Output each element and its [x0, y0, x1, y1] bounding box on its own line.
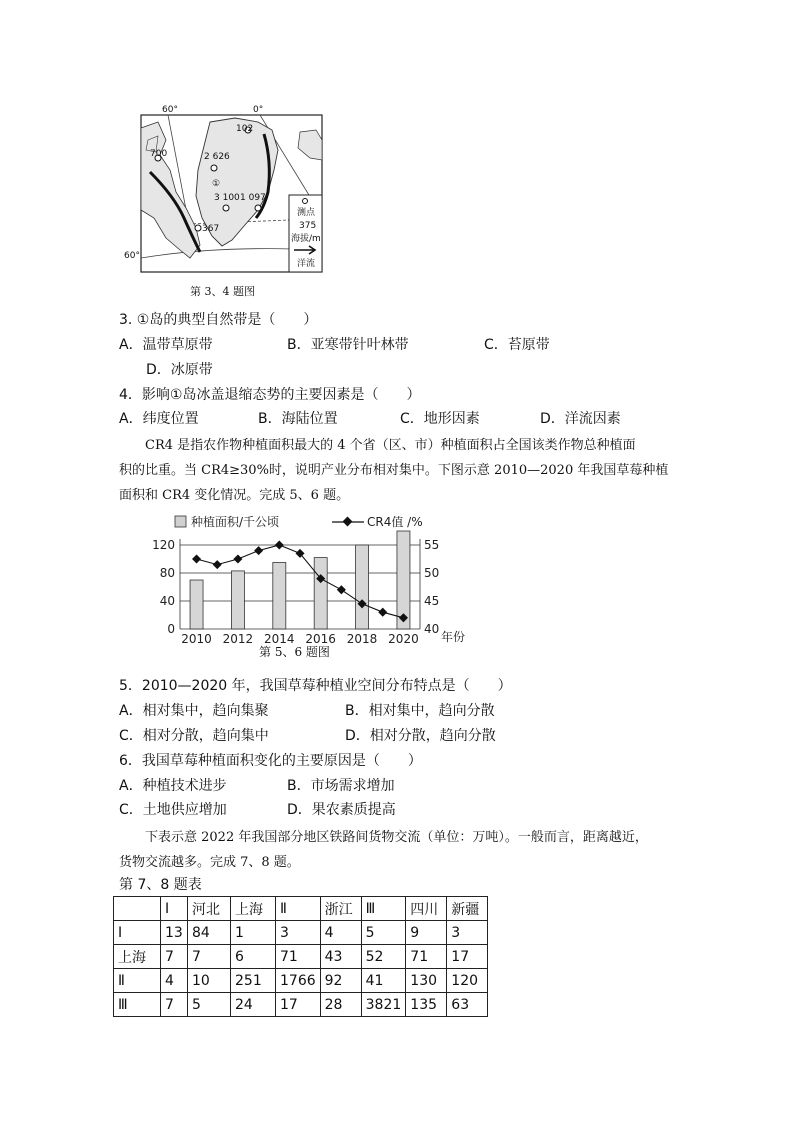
cr4-point-2014	[275, 540, 284, 549]
q3-option-a[interactable]: A．温带草原带	[119, 337, 213, 353]
point-label: 367	[202, 224, 220, 234]
intro56-line: CR4 是指农作物种植面积最大的 4 个省（区、市）种植面积占全国该类作物总种植面	[145, 438, 636, 453]
right-tick-label: 45	[424, 594, 440, 608]
intro78-line: 下表示意 2022 年我国部分地区铁路间货物交流（单位：万吨）。一般而言，距离越近，	[145, 830, 648, 845]
bar-2014	[273, 563, 286, 630]
right-tick-label: 55	[424, 538, 440, 552]
q3-option-c[interactable]: C．苔原带	[484, 337, 550, 353]
lon-label-60: 60°	[162, 105, 178, 115]
bar-2016	[314, 558, 327, 629]
table-cell: 上海	[114, 945, 161, 969]
point-label: 2 626	[204, 152, 230, 162]
legend-elev-label: 海拔/m	[291, 234, 321, 244]
legend-current-label: 洋流	[297, 259, 316, 269]
table-cell: 84	[188, 921, 231, 945]
q5-option-a[interactable]: A．相对集中，趋向集聚	[119, 703, 269, 719]
table-header-row	[114, 897, 488, 921]
table-row	[114, 969, 488, 993]
q4-option-c[interactable]: C．地形因素	[400, 411, 480, 427]
table-cell: I	[114, 921, 161, 945]
table-cell: 17	[276, 993, 321, 1017]
cr4-point-2012	[233, 554, 242, 563]
legend-value-label: 375	[299, 221, 317, 231]
q4-option-d[interactable]: D．洋流因素	[540, 411, 621, 427]
table-cell: 3821	[361, 993, 406, 1017]
x-tick-label: 2016	[305, 632, 336, 646]
x-tick-label: 2018	[346, 632, 378, 646]
map-caption: 第 3、4 题图	[190, 285, 255, 298]
point-label: 1 097	[240, 193, 266, 203]
cr4-point-2013	[254, 546, 263, 555]
left-tick-label: 120	[152, 538, 175, 552]
bar-2010	[190, 580, 203, 629]
island-marker: ①	[212, 179, 221, 189]
x-tick-label: 2010	[181, 632, 212, 646]
map-figure	[124, 100, 325, 275]
bar-2018	[356, 545, 369, 629]
cr4-point-2011	[213, 560, 222, 569]
q5-option-c[interactable]: C．相对分散，趋向集中	[119, 728, 269, 744]
header-cell: Ⅲ	[361, 897, 406, 921]
header-cell	[114, 897, 161, 921]
table-row	[114, 921, 488, 945]
table-cell: Ⅱ	[114, 969, 161, 993]
table-cell: 3	[276, 921, 321, 945]
table-cell: 9	[406, 921, 447, 945]
q4-stem: 4．影响①岛冰盖退缩态势的主要因素是（ ）	[119, 387, 421, 403]
chart-caption: 第 5、6 题图	[259, 645, 330, 659]
q6-option-b[interactable]: B．市场需求增加	[287, 778, 395, 794]
q6-option-d[interactable]: D．果农素质提高	[287, 802, 396, 818]
intro56-line: 面积和 CR4 变化情况。完成 5、6 题。	[119, 488, 350, 503]
table-cell: 7	[161, 993, 188, 1017]
table-cell: 13	[161, 921, 188, 945]
table-cell: 4	[320, 921, 361, 945]
table-cell: 17	[447, 945, 488, 969]
intro78-line: 货物交流越多。完成 7、8 题。	[119, 855, 300, 870]
cr4-point-2010	[192, 554, 201, 563]
right-tick-label: 50	[424, 566, 440, 580]
header-cell: Ⅱ	[276, 897, 321, 921]
left-tick-label: 80	[159, 566, 175, 580]
legend-line-label: CR4值 /%	[367, 515, 423, 529]
q5-option-b[interactable]: B．相对集中，趋向分散	[345, 703, 495, 719]
table-cell: 24	[231, 993, 276, 1017]
table-cell: 28	[320, 993, 361, 1017]
table-cell: 5	[188, 993, 231, 1017]
table-cell: 251	[231, 969, 276, 993]
table-cell: 63	[447, 993, 488, 1017]
left-tick-label: 40	[159, 594, 175, 608]
q3-option-b[interactable]: B．亚寒带针叶林带	[287, 337, 409, 353]
q3-option-d[interactable]: D．冰原带	[146, 362, 213, 378]
legend-point-label: 测点	[297, 208, 316, 218]
table-row	[114, 993, 488, 1017]
q3-stem: 3. ①岛的典型自然带是（ ）	[119, 312, 318, 328]
q6-option-c[interactable]: C．土地供应增加	[119, 802, 227, 818]
legend-bar-swatch	[175, 516, 186, 527]
cr4-point-2017	[337, 585, 346, 594]
table-cell: 120	[447, 969, 488, 993]
table-cell: 52	[361, 945, 406, 969]
table-cell: Ⅲ	[114, 993, 161, 1017]
point-label: 102	[236, 124, 254, 134]
table-cell: 7	[161, 945, 188, 969]
x-tick-label: 2020	[388, 632, 419, 646]
left-tick-label: 0	[167, 622, 175, 636]
point-label: 700	[150, 149, 168, 159]
q6-option-a[interactable]: A．种植技术进步	[119, 778, 227, 794]
q4-option-a[interactable]: A．纬度位置	[119, 411, 199, 427]
x-unit-label: 年份	[441, 630, 466, 644]
lat-label-60: 60°	[124, 251, 140, 261]
table-cell: 5	[361, 921, 406, 945]
x-tick-label: 2012	[222, 632, 254, 646]
q6-stem: 6．我国草莓种植面积变化的主要原因是（ ）	[119, 753, 422, 769]
bar-2012	[231, 571, 244, 629]
q5-stem: 5．2010—2020 年，我国草莓种植业空间分布特点是（ ）	[119, 678, 512, 694]
table-cell: 71	[406, 945, 447, 969]
table-title: 第 7、8 题表	[119, 877, 202, 893]
header-cell: 河北	[188, 897, 231, 921]
table-cell: 7	[188, 945, 231, 969]
q4-option-b[interactable]: B．海陆位置	[258, 411, 338, 427]
table-cell: 41	[361, 969, 406, 993]
legend-line-marker	[343, 517, 353, 527]
strawberry-chart	[140, 510, 500, 650]
table-cell: 3	[447, 921, 488, 945]
lon-label-0: 0°	[253, 105, 264, 115]
cr4-point-2019	[378, 608, 387, 617]
table-cell: 92	[320, 969, 361, 993]
table-row	[114, 945, 488, 969]
table-cell: 1	[231, 921, 276, 945]
table-cell: 71	[276, 945, 321, 969]
table-cell: 130	[406, 969, 447, 993]
right-tick-label: 40	[424, 622, 440, 636]
table-cell: 1766	[276, 969, 321, 993]
header-cell: 上海	[231, 897, 276, 921]
x-tick-label: 2014	[264, 632, 295, 646]
freight-table	[113, 896, 488, 1017]
point-label: 3 100	[214, 193, 240, 203]
legend-bar-label: 种植面积/千公顷	[191, 515, 280, 529]
table-cell: 135	[406, 993, 447, 1017]
q5-option-d[interactable]: D．相对分散，趋向分散	[345, 728, 496, 744]
table-cell: 6	[231, 945, 276, 969]
header-cell: 新疆	[447, 897, 488, 921]
table-cell: 43	[320, 945, 361, 969]
intro56-line: 积的比重。当 CR4≥30%时，说明产业分布相对集中。下图示意 2010—2020 年我国草莓种植	[119, 463, 669, 478]
header-cell: I	[161, 897, 188, 921]
header-cell: 四川	[406, 897, 447, 921]
table-cell: 10	[188, 969, 231, 993]
table-cell: 4	[161, 969, 188, 993]
header-cell: 浙江	[320, 897, 361, 921]
